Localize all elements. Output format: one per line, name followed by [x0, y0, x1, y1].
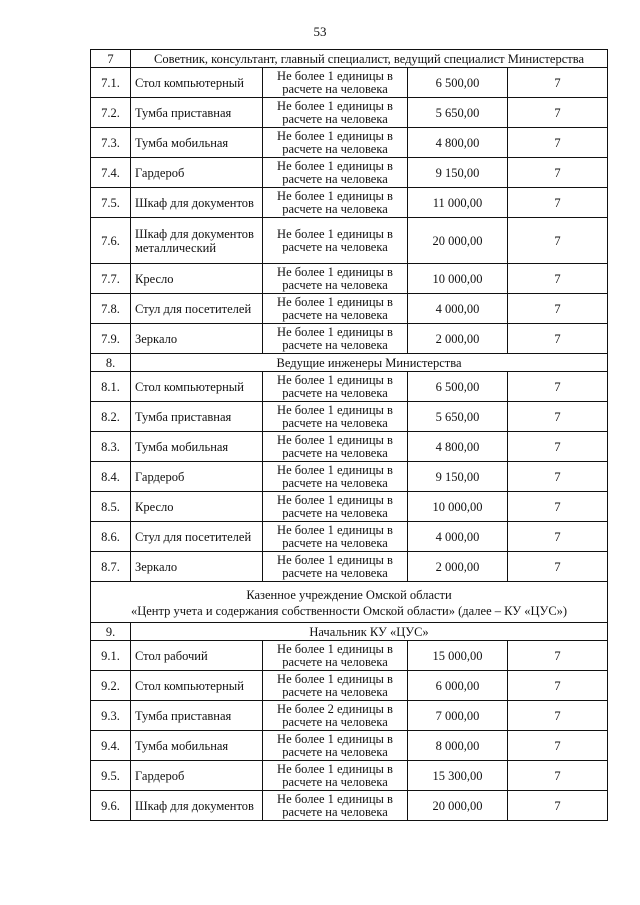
item-name: Стол компьютерный [131, 68, 263, 98]
item-price: 4 000,00 [408, 522, 508, 552]
item-price: 5 650,00 [408, 402, 508, 432]
item-number: 8.7. [91, 552, 131, 582]
item-name: Тумба приставная [131, 701, 263, 731]
item-number: 7.4. [91, 158, 131, 188]
item-quantity-norm: Не более 1 единицы в расчете на человека [263, 128, 408, 158]
item-service-life: 7 [508, 264, 608, 294]
item-name: Гардероб [131, 158, 263, 188]
item-number: 8.4. [91, 462, 131, 492]
item-price: 15 300,00 [408, 761, 508, 791]
table-row [91, 492, 608, 522]
section-title: Ведущие инженеры Министерства [131, 354, 608, 372]
table-row [91, 641, 608, 671]
section-title: Начальник КУ «ЦУС» [131, 623, 608, 641]
item-price: 4 800,00 [408, 128, 508, 158]
item-number: 7.5. [91, 188, 131, 218]
page-number: 53 [313, 24, 327, 39]
item-quantity-norm: Не более 1 единицы в расчете на человека [263, 791, 408, 821]
table-row [91, 98, 608, 128]
item-number: 7.2. [91, 98, 131, 128]
item-quantity-norm: Не более 1 единицы в расчете на человека [263, 218, 408, 264]
item-number: 7.9. [91, 324, 131, 354]
item-service-life: 7 [508, 671, 608, 701]
organization-name [91, 582, 608, 623]
item-number: 7.1. [91, 68, 131, 98]
table-row [91, 324, 608, 354]
section-number: 9. [91, 623, 131, 641]
item-name: Шкаф для документов [131, 791, 263, 821]
item-quantity-norm: Не более 1 единицы в расчете на человека [263, 372, 408, 402]
item-price: 8 000,00 [408, 731, 508, 761]
item-name: Стул для посетителей [131, 522, 263, 552]
item-name: Стул для посетителей [131, 294, 263, 324]
item-quantity-norm: Не более 1 единицы в расчете на человека [263, 158, 408, 188]
furniture-norms-table [90, 49, 608, 821]
item-quantity-norm: Не более 1 единицы в расчете на человека [263, 761, 408, 791]
item-quantity-norm: Не более 1 единицы в расчете на человека [263, 641, 408, 671]
item-price: 4 000,00 [408, 294, 508, 324]
item-service-life: 7 [508, 68, 608, 98]
item-quantity-norm: Не более 1 единицы в расчете на человека [263, 492, 408, 522]
item-price: 9 150,00 [408, 158, 508, 188]
item-price: 7 000,00 [408, 701, 508, 731]
table-row [91, 188, 608, 218]
item-number: 9.4. [91, 731, 131, 761]
item-name: Стол рабочий [131, 641, 263, 671]
item-service-life: 7 [508, 761, 608, 791]
table-row [91, 372, 608, 402]
table-row [91, 671, 608, 701]
item-number: 9.6. [91, 791, 131, 821]
item-service-life: 7 [508, 218, 608, 264]
item-number: 7.3. [91, 128, 131, 158]
item-service-life: 7 [508, 432, 608, 462]
section-number: 7 [91, 50, 131, 68]
item-service-life: 7 [508, 791, 608, 821]
item-price: 6 000,00 [408, 671, 508, 701]
item-number: 9.5. [91, 761, 131, 791]
item-name: Стол компьютерный [131, 372, 263, 402]
item-name: Кресло [131, 264, 263, 294]
table-row [91, 158, 608, 188]
item-quantity-norm: Не более 1 единицы в расчете на человека [263, 671, 408, 701]
item-name: Тумба приставная [131, 402, 263, 432]
table-row [91, 462, 608, 492]
item-service-life: 7 [508, 294, 608, 324]
item-quantity-norm: Не более 1 единицы в расчете на человека [263, 294, 408, 324]
organization-line-2: «Центр учета и содержания собственности Омской области» (далее – КУ «ЦУС») [130, 604, 568, 618]
table-row [91, 128, 608, 158]
item-number: 8.5. [91, 492, 131, 522]
item-name: Тумба мобильная [131, 128, 263, 158]
item-quantity-norm: Не более 1 единицы в расчете на человека [263, 402, 408, 432]
table-row [91, 264, 608, 294]
item-quantity-norm: Не более 1 единицы в расчете на человека [263, 432, 408, 462]
item-name: Стол компьютерный [131, 671, 263, 701]
organization-line-1: Казенное учреждение Омской области [246, 588, 452, 602]
item-service-life: 7 [508, 188, 608, 218]
item-name: Тумба мобильная [131, 432, 263, 462]
table-row [91, 68, 608, 98]
item-name: Гардероб [131, 462, 263, 492]
item-number: 8.2. [91, 402, 131, 432]
item-price: 2 000,00 [408, 552, 508, 582]
item-name: Зеркало [131, 552, 263, 582]
item-name: Гардероб [131, 761, 263, 791]
section-number: 8. [91, 354, 131, 372]
item-price: 10 000,00 [408, 264, 508, 294]
item-name: Кресло [131, 492, 263, 522]
table-body [91, 50, 608, 821]
item-number: 7.8. [91, 294, 131, 324]
item-quantity-norm: Не более 1 единицы в расчете на человека [263, 188, 408, 218]
item-name: Шкаф для документов металлический [131, 218, 263, 264]
item-service-life: 7 [508, 158, 608, 188]
item-number: 9.1. [91, 641, 131, 671]
item-price: 9 150,00 [408, 462, 508, 492]
table-row [91, 731, 608, 761]
section-header-row [91, 623, 608, 641]
section-header-row [91, 354, 608, 372]
item-price: 4 800,00 [408, 432, 508, 462]
item-price: 20 000,00 [408, 218, 508, 264]
item-price: 6 500,00 [408, 372, 508, 402]
item-quantity-norm: Не более 1 единицы в расчете на человека [263, 264, 408, 294]
item-service-life: 7 [508, 128, 608, 158]
item-quantity-norm: Не более 1 единицы в расчете на человека [263, 98, 408, 128]
item-quantity-norm: Не более 2 единицы в расчете на человека [263, 701, 408, 731]
table-row [91, 522, 608, 552]
item-service-life: 7 [508, 402, 608, 432]
item-price: 11 000,00 [408, 188, 508, 218]
item-number: 7.7. [91, 264, 131, 294]
table-row [91, 218, 608, 264]
item-name: Тумба мобильная [131, 731, 263, 761]
table-row [91, 294, 608, 324]
item-quantity-norm: Не более 1 единицы в расчете на человека [263, 68, 408, 98]
table-row [91, 402, 608, 432]
item-service-life: 7 [508, 552, 608, 582]
item-number: 8.3. [91, 432, 131, 462]
item-name: Зеркало [131, 324, 263, 354]
item-price: 20 000,00 [408, 791, 508, 821]
item-service-life: 7 [508, 324, 608, 354]
item-number: 8.1. [91, 372, 131, 402]
table-row [91, 701, 608, 731]
item-price: 10 000,00 [408, 492, 508, 522]
item-service-life: 7 [508, 492, 608, 522]
item-name: Шкаф для документов [131, 188, 263, 218]
item-quantity-norm: Не более 1 единицы в расчете на человека [263, 522, 408, 552]
item-price: 5 650,00 [408, 98, 508, 128]
item-number: 9.2. [91, 671, 131, 701]
item-price: 15 000,00 [408, 641, 508, 671]
item-quantity-norm: Не более 1 единицы в расчете на человека [263, 324, 408, 354]
table-row [91, 761, 608, 791]
table-row [91, 432, 608, 462]
item-quantity-norm: Не более 1 единицы в расчете на человека [263, 552, 408, 582]
item-service-life: 7 [508, 372, 608, 402]
item-price: 2 000,00 [408, 324, 508, 354]
item-service-life: 7 [508, 522, 608, 552]
item-quantity-norm: Не более 1 единицы в расчете на человека [263, 462, 408, 492]
item-service-life: 7 [508, 731, 608, 761]
item-number: 8.6. [91, 522, 131, 552]
section-title: Советник, консультант, главный специалист, ведущий специалист Министерства [131, 50, 608, 68]
item-name: Тумба приставная [131, 98, 263, 128]
item-number: 7.6. [91, 218, 131, 264]
item-quantity-norm: Не более 1 единицы в расчете на человека [263, 731, 408, 761]
section-header-row [91, 50, 608, 68]
item-service-life: 7 [508, 641, 608, 671]
item-service-life: 7 [508, 701, 608, 731]
item-price: 6 500,00 [408, 68, 508, 98]
table-row [91, 791, 608, 821]
table-row [91, 552, 608, 582]
item-service-life: 7 [508, 98, 608, 128]
item-number: 9.3. [91, 701, 131, 731]
item-service-life: 7 [508, 462, 608, 492]
organization-header-row [91, 582, 608, 623]
